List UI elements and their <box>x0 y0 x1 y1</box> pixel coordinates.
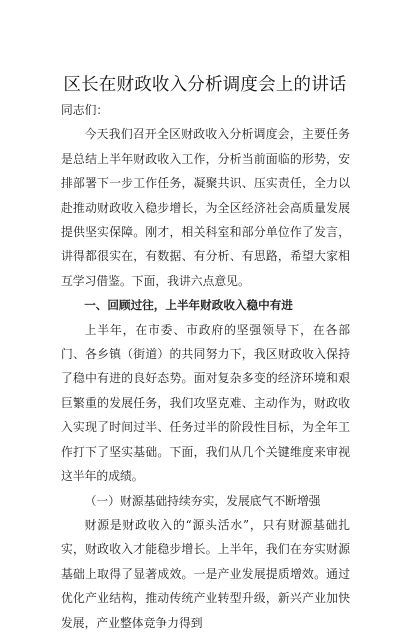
section-heading-1: 一、回顾过往，上半年财政收入稳中有进 <box>84 298 293 313</box>
paragraph-intro: 今天我们召开全区财政收入分析调度会，主要任务是总结上半年财政收入工作，分析当前面临的形势，安排部署下一步工作任务，凝聚共识、压实责任，全力以赴推动财政收入稳步增长，为全区经济社会高质量发展提供坚实保障。刚才，相关科室和部分单位作了发言，讲得都很实在，有数据、有分析、有思路，希望大家相互学习借鉴。下面，我讲六点意见。 <box>61 127 350 288</box>
subsection-heading-1: （一）财源基础持续夯实，发展底气不断增强 <box>84 493 321 508</box>
paragraph-financial-base: 财源是财政收入的“源头活水”，只有财源基础扎实，财政收入才能稳步增长。上半年，我们在夯实财源基础上取得了显著成效。一是产业发展提质增效。通过优化产业结构，推动传统产业转型升级，新兴产业加快发展，产业整体竞争力得到 <box>61 517 350 630</box>
paragraph-review: 上半年，在市委、市政府的坚强领导下，在各部门、各乡镇（街道）的共同努力下，我区财政收入保持了稳中有进的良好态势。面对复杂多变的经济环境和艰巨繁重的发展任务，我们攻坚克难、主动作为，财政收入实现了时间过半、任务过半的阶段性目标，为全年工作打下了坚实基础。下面，我们从几个关键维度来审视这半年的成绩。 <box>61 322 350 484</box>
document-title: 区长在财政收入分析调度会上的讲话 <box>63 75 347 95</box>
document-body <box>61 98 350 635</box>
greeting: 同志们： <box>61 103 109 117</box>
